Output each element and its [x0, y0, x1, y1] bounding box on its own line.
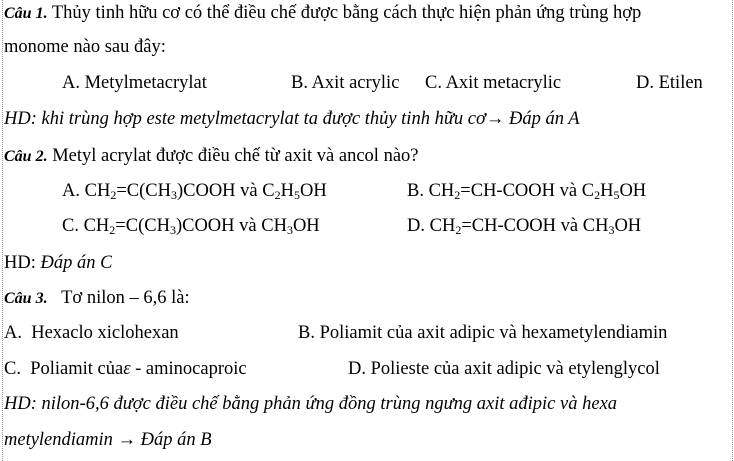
- q2-option-d: D. $CH_2=CH$-COOH và $CH_3OH$: [407, 216, 642, 237]
- q1-option-c: C. Axit metacrylic: [425, 73, 562, 93]
- q2-option-b: B. $CH_2=CH$-COOH và $C_2H_5OH$: [407, 181, 647, 202]
- q3-hint-line2: metylendiamin → Đáp án B: [4, 430, 212, 450]
- q1-text-line1: Thủy tinh hữu cơ có thể điều chế được bằng cách thực hiện phản ứng trùng hợp: [47, 3, 642, 23]
- q3-hint-line1: HD: nilon-6,6 được điều chế bằng phản ứng đồng trùng ngưng axit ađipic và hexa: [4, 394, 618, 414]
- q3-option-b: B. Poliamit của axit adipic và hexametylendiamin: [298, 323, 668, 343]
- q2-line: [4, 143, 419, 169]
- q1-options: [4, 70, 732, 96]
- q3-line: [4, 285, 190, 311]
- q1-line1: [4, 0, 641, 26]
- q2-hint-prefix: HD:: [4, 253, 41, 273]
- q3-label: Câu 3.: [4, 290, 48, 307]
- q2-options-row2: [4, 213, 732, 239]
- left-margin-guide: [2, 0, 3, 461]
- q1-label: Câu 1.: [4, 5, 48, 22]
- q1-hint: HD: khi trùng hợp este metylmetacrylat ta được thủy tinh hữu cơ→ Đáp án A: [4, 109, 580, 129]
- q3-options-row2: [4, 356, 732, 382]
- q3-option-d: D. Polieste của axit adipic và etylenglycol: [348, 359, 660, 379]
- epsilon-symbol: ε: [123, 359, 131, 379]
- q2-option-c: C. $CH_2=C(CH_3)COOH$ và $CH_3OH$: [62, 216, 320, 237]
- q1-option-d: D. Etilen: [636, 73, 703, 93]
- q2-option-a: A. $CH_2=C(CH_3)COOH$ và $C_2H_5OH$: [62, 181, 327, 202]
- q1-line2: monome nào sau đây:: [4, 37, 166, 57]
- q2-hint: [4, 250, 112, 276]
- q2-hint-answer: Đáp án C: [40, 253, 113, 273]
- q1-option-a: A. Metylmetacrylat: [62, 73, 207, 93]
- q3-option-c: C. Poliamit củaε - aminocaproic: [4, 359, 247, 379]
- q2-options-row1: [4, 178, 732, 204]
- q3-text: Tơ nilon – 6,6 là:: [47, 288, 190, 308]
- q3-option-a: A. Hexaclo xiclohexan: [4, 323, 179, 343]
- q2-label: Câu 2.: [4, 148, 48, 165]
- q3-options-row1: [4, 320, 732, 346]
- q2-text: Metyl acrylat được điều chế từ axit và ancol nào?: [47, 146, 419, 166]
- q1-option-b: B. Axit acrylic: [291, 73, 400, 93]
